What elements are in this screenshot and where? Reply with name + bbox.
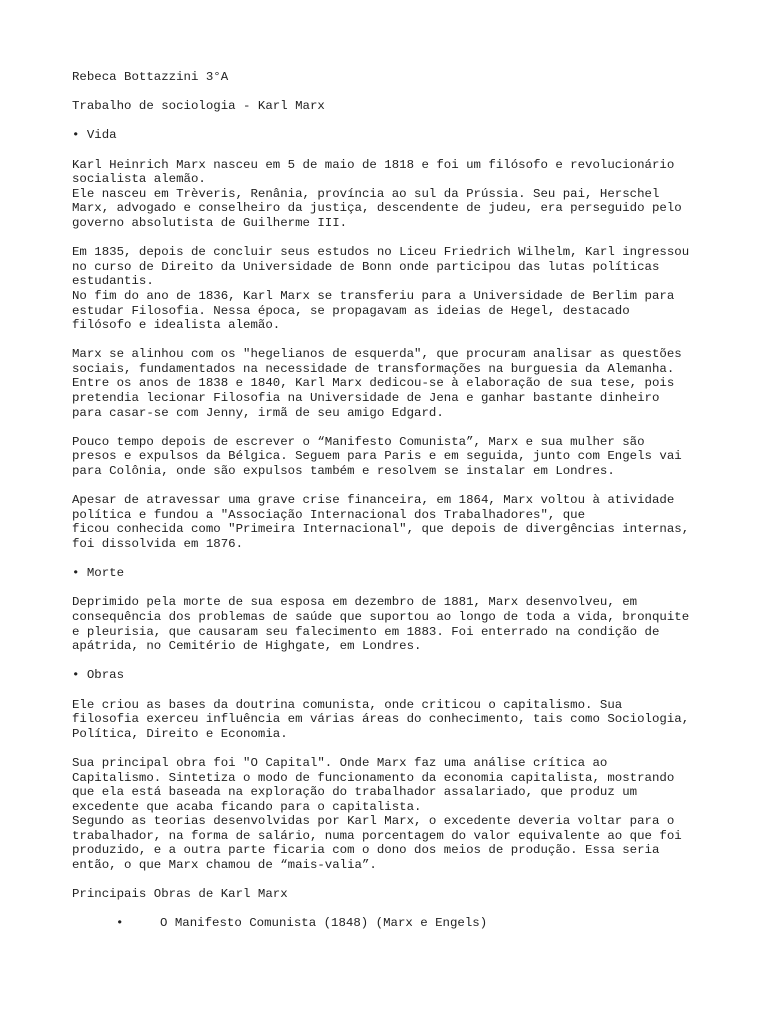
text-line: trabalhador, na forma de salário, numa porcentagem do valor equivalente ao que foi <box>72 828 682 843</box>
text-line: Ele criou as bases da doutrina comunista, onde criticou o capitalismo. Sua <box>72 697 623 712</box>
text-line: Entre os anos de 1838 e 1840, Karl Marx dedicou-se à elaboração de sua tese, pois <box>72 376 675 391</box>
section-heading-vida: • Vida <box>72 128 117 143</box>
works-list-heading: Principais Obras de Karl Marx <box>72 887 288 902</box>
text-line: presos e expulsos da Bélgica. Seguem para Paris e em seguida, junto com Engels vai <box>72 449 682 464</box>
paragraph <box>72 347 712 420</box>
text-line: no curso de Direito da Universidade de Bonn onde participou das lutas políticas <box>72 259 660 274</box>
document-page <box>72 70 712 931</box>
text-line: produzido, e a outra parte ficaria com o dono dos meios de produção. Essa seria <box>72 843 660 858</box>
text-line: Karl Heinrich Marx nasceu em 5 de maio de 1818 e foi um filósofo e revolucionário <box>72 157 675 172</box>
section-body-obras <box>72 698 712 873</box>
text-line: excedente que acaba ficando para o capitalista. <box>72 799 422 814</box>
bullet-icon: • <box>116 916 124 931</box>
text-line: apátrida, no Cemitério de Highgate, em Londres. <box>72 639 422 654</box>
text-line: para casar-se com Jenny, irmã de seu amigo Edgard. <box>72 405 444 420</box>
text-line: Marx se alinhou com os "hegelianos de esquerda", que procuram analisar as questões <box>72 347 682 362</box>
paragraph <box>72 698 712 742</box>
text-line: Ele nasceu em Trèveris, Renânia, província ao sul da Prússia. Seu pai, Herschel <box>72 186 660 201</box>
text-line: Segundo as teorias desenvolvidas por Karl Marx, o excedente deveria voltar para o <box>72 814 675 829</box>
text-line: e pleurisia, que causaram seu falecimento em 1883. Foi enterrado na condição de <box>72 624 660 639</box>
text-line: ficou conhecida como "Primeira Internacional", que depois de divergências internas, <box>72 522 690 537</box>
text-line: consequência dos problemas de saúde que suportou ao longo de toda a vida, bronquite <box>72 609 690 624</box>
text-line: foi dissolvida em 1876. <box>72 537 244 551</box>
paragraph <box>72 158 712 231</box>
text-line: pretendia lecionar Filosofia na Universidade de Jena e ganhar bastante dinheiro <box>72 391 660 406</box>
text-line: Política, Direito e Economia. <box>72 726 288 741</box>
section-body-vida <box>72 158 712 552</box>
text-line: filosofia exerceu influência em várias áreas do conhecimento, tais como Sociologia, <box>72 712 690 727</box>
text-line: Em 1835, depois de concluir seus estudos no Liceu Friedrich Wilhelm, Karl ingressou <box>72 245 690 260</box>
text-line: Marx, advogado e conselheiro da justiça, descendente de judeu, era perseguido pelo <box>72 201 682 216</box>
author-line: Rebeca Bottazzini 3°A <box>72 70 229 84</box>
text-line: socialista alemão. <box>72 172 206 187</box>
text-line: sociais, fundamentados na necessidade de transformações na burguesia da Alemanha. <box>72 361 675 376</box>
text-line: então, o que Marx chamou de “mais-valia”. <box>72 858 377 873</box>
text-line: para Colônia, onde são expulsos também e resolvem se instalar em Londres. <box>72 464 615 479</box>
list-item <box>116 916 712 931</box>
paragraph <box>72 493 712 551</box>
text-line: Deprimido pela morte de sua esposa em dezembro de 1881, Marx desenvolveu, em <box>72 595 638 610</box>
text-line: política e fundou a "Associação Internacional dos Trabalhadores", que <box>72 507 586 522</box>
document-title: Trabalho de sociologia - Karl Marx <box>72 99 325 114</box>
section-body-morte <box>72 595 712 653</box>
works-list <box>72 916 712 931</box>
section-heading-obras: • Obras <box>72 668 125 683</box>
text-line: Capitalismo. Sintetiza o modo de funcionamento da economia capitalista, mostrando <box>72 770 675 785</box>
text-line: Pouco tempo depois de escrever o “Manifesto Comunista”, Marx e sua mulher são <box>72 434 645 449</box>
text-line: que ela está baseada na exploração do trabalhador assalariado, que produz um <box>72 785 638 800</box>
text-line: estudantis. <box>72 274 154 289</box>
paragraph <box>72 435 712 479</box>
text-line: Apesar de atravessar uma grave crise financeira, em 1864, Marx voltou à atividade <box>72 493 675 508</box>
section-heading-morte: • Morte <box>72 566 125 581</box>
paragraph <box>72 756 712 873</box>
text-line: estudar Filosofia. Nessa época, se propagavam as ideias de Hegel, destacado <box>72 303 630 318</box>
text-line: Sua principal obra foi "O Capital". Onde Marx faz uma análise crítica ao <box>72 755 608 770</box>
list-item-text: O Manifesto Comunista (1848) (Marx e Engels) <box>160 916 488 931</box>
text-line: No fim do ano de 1836, Karl Marx se transferiu para a Universidade de Berlim para <box>72 288 675 303</box>
paragraph <box>72 245 712 333</box>
text-line: governo absolutista de Guilherme III. <box>72 215 348 230</box>
paragraph <box>72 595 712 653</box>
text-line: filósofo e idealista alemão. <box>72 318 281 333</box>
